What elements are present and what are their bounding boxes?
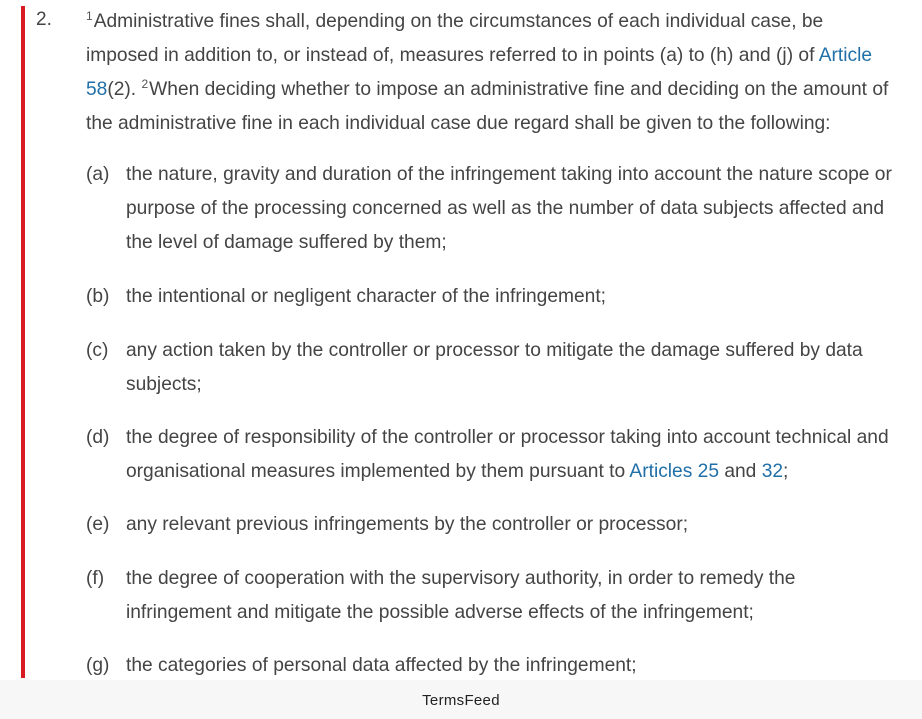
paragraph-intro xyxy=(86,5,898,141)
item-d-text-and: and xyxy=(719,461,762,482)
article-58-link[interactable]: Article 58 xyxy=(86,45,873,100)
item-label: (d) xyxy=(86,427,110,448)
item-text: the degree of cooperation with the supervisory authority, in order to remedy the infringement and mitigate the possible adverse effects of the infringement; xyxy=(126,568,796,623)
item-d-text-start: the degree of responsibility of the controller or processor taking into account technical and organisational measures implemented by them pursuant to xyxy=(126,427,889,482)
list-item-d xyxy=(86,421,898,489)
item-label: (c) xyxy=(86,340,109,361)
list-item-b xyxy=(86,280,898,314)
list-item-e xyxy=(86,508,898,542)
list-item-a xyxy=(86,158,898,260)
item-text: the nature, gravity and duration of the infringement taking into account the nature scope or purpose of the processing concerned as well as the number of data subjects affected and the level of damage suffered by them; xyxy=(126,164,892,253)
item-label: (b) xyxy=(86,286,110,307)
item-label: (a) xyxy=(86,164,110,185)
article-32-link[interactable]: 32 xyxy=(761,461,784,482)
paragraph-number: 2. xyxy=(36,9,52,30)
item-text: any relevant previous infringements by the controller or processor; xyxy=(126,514,689,535)
item-d-text-end: ; xyxy=(783,461,789,482)
item-text xyxy=(126,421,898,489)
sentence-number-1: 1 xyxy=(86,9,93,23)
item-text: the intentional or negligent character of the infringement; xyxy=(126,286,606,307)
item-text: the categories of personal data affected by the infringement; xyxy=(126,655,637,676)
articles-25-link[interactable]: Articles 25 xyxy=(629,461,719,482)
item-label: (g) xyxy=(86,655,110,676)
item-label: (f) xyxy=(86,568,105,589)
sentence-1-text: Administrative fines shall, depending on the circumstances of each individual case, be imposed in addition to, or instead of, measures referred to in points (a) to (h) and (j) of xyxy=(86,11,824,66)
sentence-1-end: (2). xyxy=(107,79,142,100)
sentence-number-2: 2 xyxy=(141,77,149,91)
item-label: (e) xyxy=(86,514,110,535)
list-item-g xyxy=(86,649,898,683)
list-item-f xyxy=(86,562,898,630)
sentence-2-text: When deciding whether to impose an administrative fine and deciding on the amount of the administrative fine in each individual case due regard shall be given to the following: xyxy=(86,79,889,134)
highlight-bar xyxy=(21,6,25,678)
item-text: any action taken by the controller or processor to mitigate the damage suffered by data subjects; xyxy=(126,340,863,395)
brand-watermark: TermsFeed xyxy=(422,692,500,709)
list-item-c xyxy=(86,334,898,402)
